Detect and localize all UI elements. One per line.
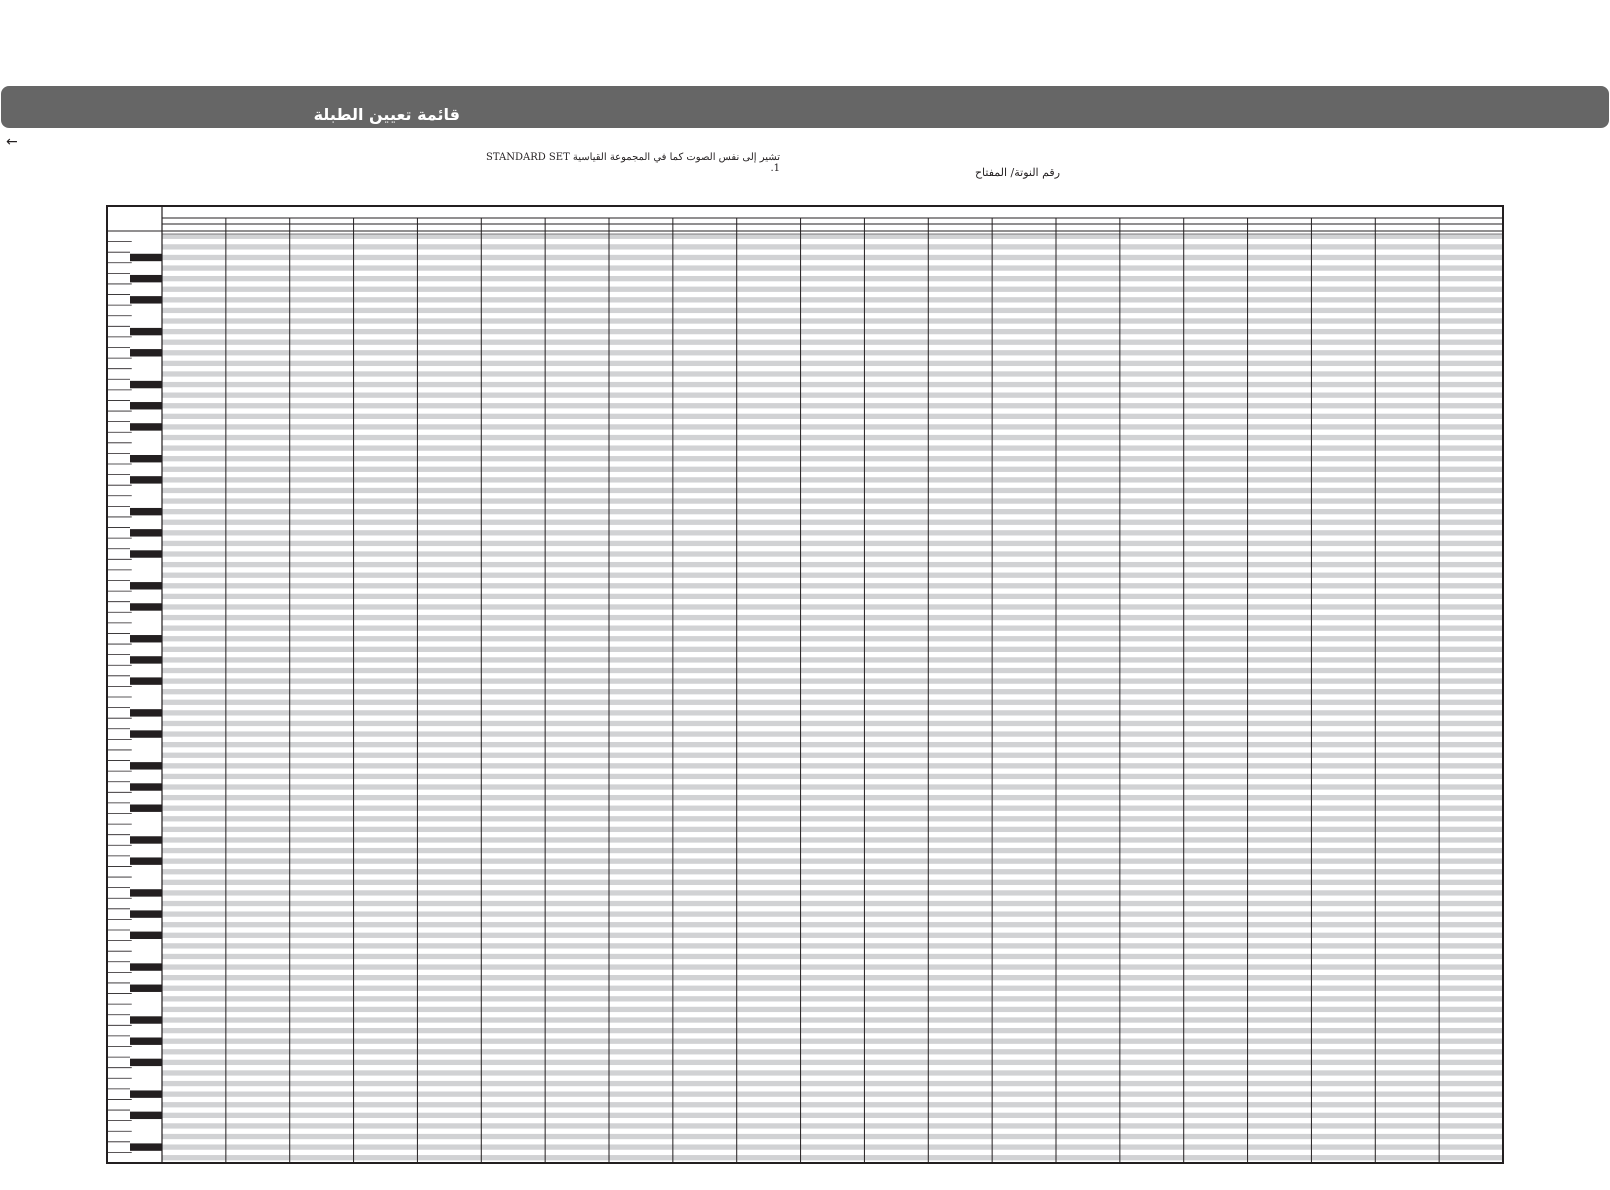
row-stripe (162, 933, 1503, 938)
row-stripe (162, 657, 1503, 662)
row-stripe (162, 1102, 1503, 1107)
row-stripe (162, 287, 1503, 292)
row-stripe (162, 901, 1503, 906)
row-stripe (162, 837, 1503, 842)
row-stripe (162, 986, 1503, 991)
row-stripe (162, 382, 1503, 387)
black-key (130, 963, 162, 970)
row-stripe (162, 435, 1503, 440)
black-key (130, 730, 162, 737)
row-stripe (162, 467, 1503, 472)
back-arrow-icon[interactable]: ← (6, 134, 18, 150)
black-key (130, 889, 162, 896)
row-stripe (162, 1049, 1503, 1054)
row-stripe (162, 922, 1503, 927)
black-key (130, 582, 162, 589)
black-key (130, 635, 162, 642)
row-stripe (162, 795, 1503, 800)
black-key (130, 783, 162, 790)
row-stripe (162, 361, 1503, 366)
row-stripe (162, 498, 1503, 503)
row-stripe (162, 255, 1503, 260)
row-stripe (162, 880, 1503, 885)
row-stripe (162, 1123, 1503, 1128)
black-key (130, 836, 162, 843)
black-key (130, 455, 162, 462)
row-stripe (162, 626, 1503, 631)
row-stripe (162, 424, 1503, 429)
row-stripe (162, 678, 1503, 683)
row-stripe (162, 890, 1503, 895)
row-stripe (162, 234, 1503, 239)
row-stripe (162, 318, 1503, 323)
black-key (130, 709, 162, 716)
black-key (130, 1016, 162, 1023)
row-stripe (162, 265, 1503, 270)
row-stripe (162, 1092, 1503, 1097)
row-stripe (162, 615, 1503, 620)
row-stripe (162, 488, 1503, 493)
black-key (130, 857, 162, 864)
row-stripe (162, 297, 1503, 302)
black-key (130, 985, 162, 992)
black-key (130, 1143, 162, 1150)
row-stripe (162, 1155, 1503, 1160)
row-stripe (162, 731, 1503, 736)
row-stripe (162, 859, 1503, 864)
row-stripe (162, 869, 1503, 874)
black-key (130, 296, 162, 303)
row-stripe (162, 594, 1503, 599)
black-key (130, 328, 162, 335)
row-stripe (162, 742, 1503, 747)
row-stripe (162, 1007, 1503, 1012)
row-stripe (162, 541, 1503, 546)
row-stripe (162, 604, 1503, 609)
row-stripe (162, 954, 1503, 959)
row-stripe (162, 848, 1503, 853)
black-key (130, 1059, 162, 1066)
row-stripe (162, 943, 1503, 948)
row-stripe (162, 583, 1503, 588)
black-key (130, 275, 162, 282)
row-stripe (162, 827, 1503, 832)
note-key-label: رقم النوتة/ المفتاح (974, 166, 1060, 179)
black-key (130, 603, 162, 610)
row-stripe (162, 816, 1503, 821)
row-stripe (162, 1070, 1503, 1075)
row-stripe (162, 329, 1503, 334)
black-key (130, 550, 162, 557)
row-stripe (162, 1039, 1503, 1044)
black-key (130, 529, 162, 536)
row-stripe (162, 975, 1503, 980)
row-stripe (162, 445, 1503, 450)
black-key (130, 1037, 162, 1044)
row-stripe (162, 689, 1503, 694)
row-stripe (162, 964, 1503, 969)
black-key (130, 476, 162, 483)
row-stripe (162, 636, 1503, 641)
row-stripe (162, 403, 1503, 408)
row-stripe (162, 668, 1503, 673)
black-key (130, 402, 162, 409)
row-stripe (162, 509, 1503, 514)
row-stripe (162, 700, 1503, 705)
row-stripe (162, 721, 1503, 726)
legend-note: تشير إلى نفس الصوت كما في المجموعة القياسية STANDARD SET 1. (486, 152, 780, 174)
row-stripe (162, 414, 1503, 419)
black-key (130, 349, 162, 356)
row-stripe (162, 774, 1503, 779)
row-stripe (162, 308, 1503, 313)
black-key (130, 656, 162, 663)
row-stripe (162, 477, 1503, 482)
black-key (130, 381, 162, 388)
page-title: قائمة تعيين الطبلة (313, 105, 460, 124)
row-stripe (162, 806, 1503, 811)
row-stripe (162, 710, 1503, 715)
black-key (130, 254, 162, 261)
row-stripe (162, 456, 1503, 461)
row-stripe (162, 1134, 1503, 1139)
row-stripe (162, 1017, 1503, 1022)
row-stripe (162, 1028, 1503, 1033)
row-stripe (162, 520, 1503, 525)
row-stripe (162, 393, 1503, 398)
black-key (130, 1090, 162, 1097)
row-stripe (162, 340, 1503, 345)
black-key (130, 932, 162, 939)
row-stripe (162, 1081, 1503, 1086)
row-stripe (162, 371, 1503, 376)
black-key (130, 910, 162, 917)
row-stripe (162, 244, 1503, 249)
row-stripe (162, 350, 1503, 355)
row-stripe (162, 996, 1503, 1001)
row-stripe (162, 1144, 1503, 1149)
black-key (130, 508, 162, 515)
black-key (130, 1112, 162, 1119)
row-stripe (162, 551, 1503, 556)
black-key (130, 762, 162, 769)
row-stripe (162, 276, 1503, 281)
row-stripe (162, 911, 1503, 916)
row-stripe (162, 647, 1503, 652)
row-stripe (162, 530, 1503, 535)
black-key (130, 677, 162, 684)
row-stripe (162, 573, 1503, 578)
row-stripe (162, 1060, 1503, 1065)
row-stripe (162, 784, 1503, 789)
row-stripe (162, 1113, 1503, 1118)
black-key (130, 804, 162, 811)
black-key (130, 423, 162, 430)
row-stripe (162, 562, 1503, 567)
row-stripe (162, 763, 1503, 768)
row-stripe (162, 753, 1503, 758)
